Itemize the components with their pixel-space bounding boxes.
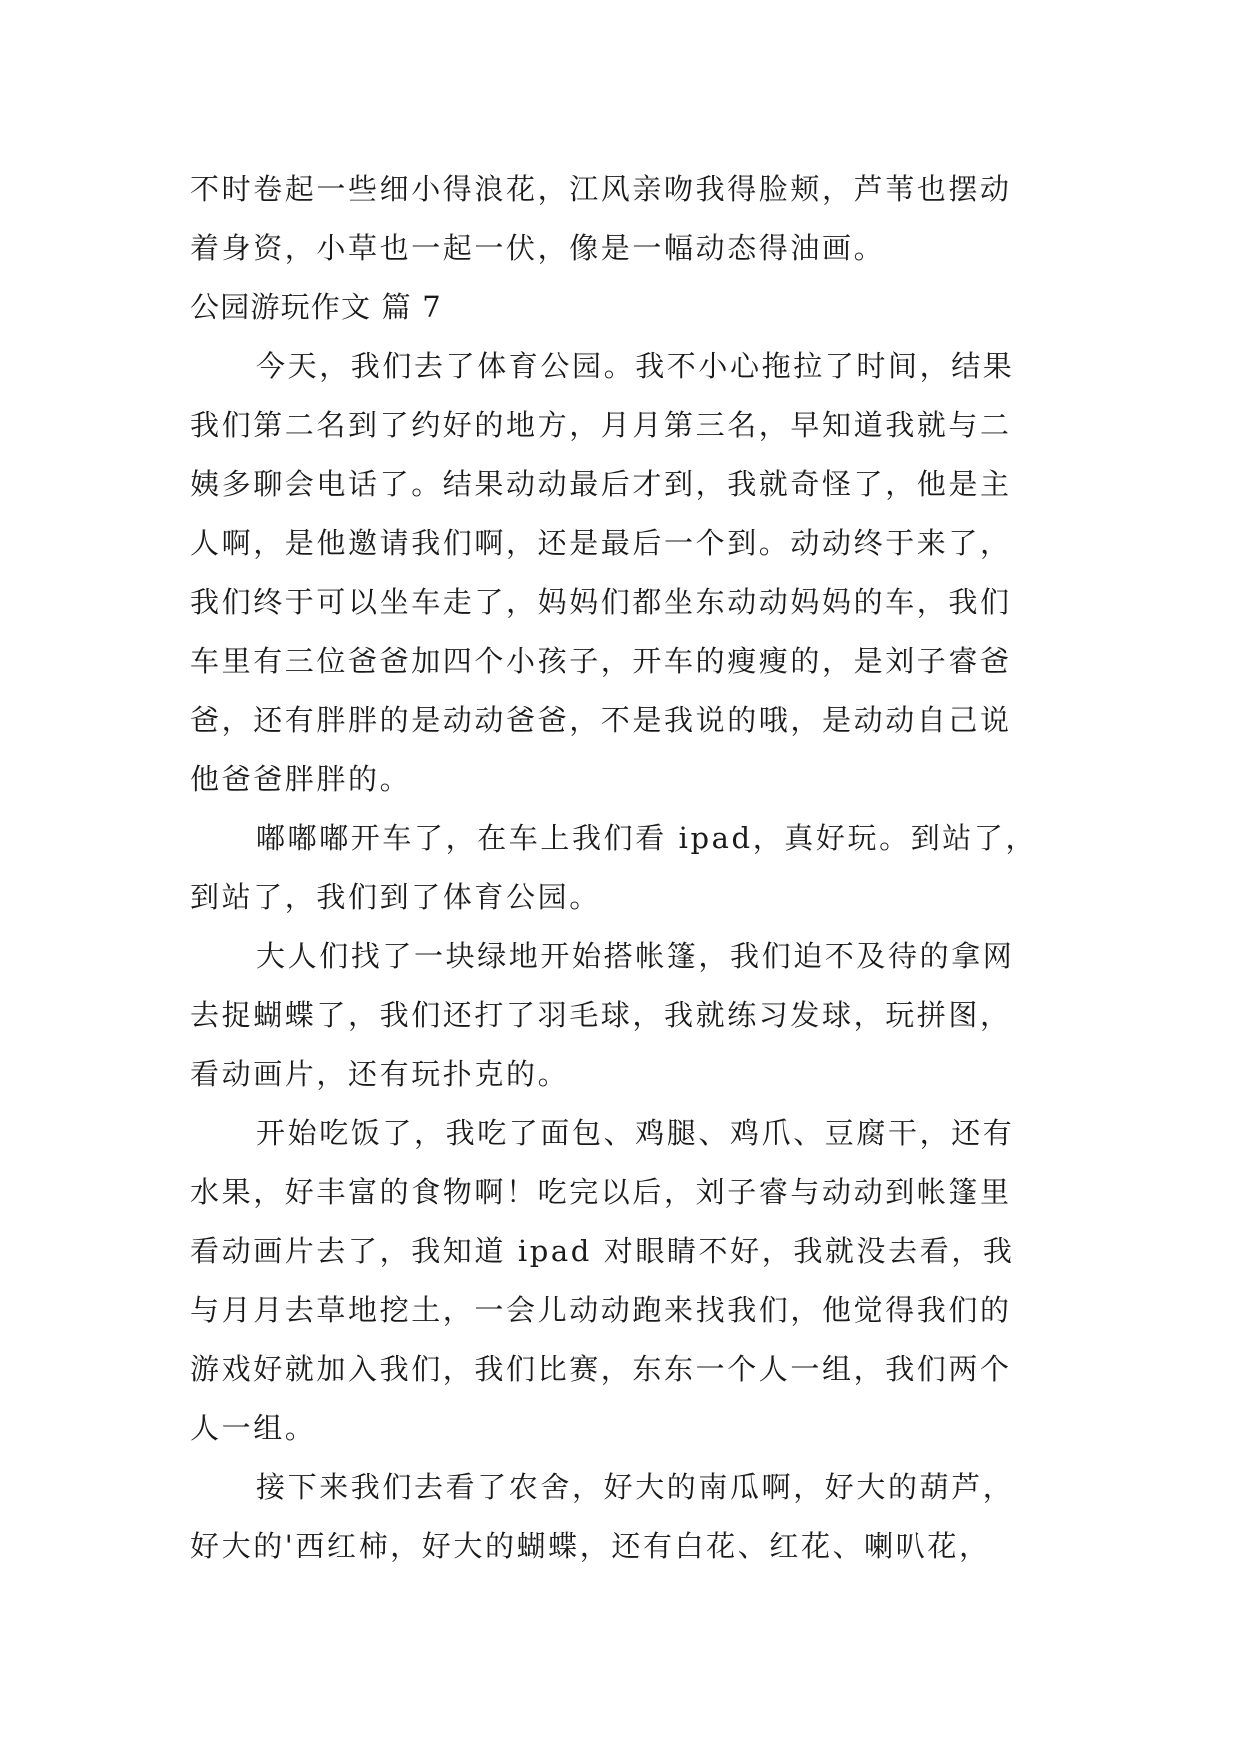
text-line: 到站了，我们到了体育公园。	[190, 880, 601, 914]
text-line: 人啊，是他邀请我们啊，还是最后一个到。动动终于来了，	[190, 526, 1012, 560]
paragraph-first-line: 接下来我们去看了农舍，好大的南瓜啊，好大的葫芦，	[256, 1470, 1015, 1504]
text-line: 我们第二名到了约好的地方，月月第三名，早知道我就与二	[190, 408, 1012, 442]
text-line: 车里有三位爸爸加四个小孩子，开车的瘦瘦的，是刘子睿爸	[190, 644, 1012, 678]
paragraph-first-line: 今天，我们去了体育公园。我不小心拖拉了时间，结果	[256, 349, 1015, 383]
paragraph-first-line: 大人们找了一块绿地开始搭帐篷，我们迫不及待的拿网	[256, 939, 1015, 973]
text-line: 好大的'西红柿，好大的蝴蝶，还有白花、红花、喇叭花，	[190, 1529, 991, 1563]
text-line: 爸，还有胖胖的是动动爸爸，不是我说的哦，是动动自己说	[190, 703, 1012, 737]
text-line: 去捉蝴蝶了，我们还打了羽毛球，我就练习发球，玩拼图，	[190, 998, 1012, 1032]
section-heading: 公园游玩作文 篇 7	[190, 290, 442, 324]
text-line: 游戏好就加入我们，我们比赛，东东一个人一组，我们两个	[190, 1352, 1012, 1386]
text-line: 着身资，小草也一起一伏，像是一幅动态得油画。	[190, 231, 886, 265]
paragraph-first-line: 嘟嘟嘟开车了，在车上我们看 ipad，真好玩。到站了，	[256, 821, 1038, 855]
text-line: 他爸爸胖胖的。	[190, 762, 412, 796]
text-line: 我们终于可以坐车走了，妈妈们都坐东动动妈妈的车，我们	[190, 585, 1012, 619]
essay-body	[190, 160, 1060, 1576]
text-line: 姨多聊会电话了。结果动动最后才到，我就奇怪了，他是主	[190, 467, 1012, 501]
paragraph-first-line: 开始吃饭了，我吃了面包、鸡腿、鸡爪、豆腐干，还有	[256, 1116, 1015, 1150]
text-line: 与月月去草地挖土，一会儿动动跑来找我们，他觉得我们的	[190, 1293, 1012, 1327]
text-line: 水果，好丰富的食物啊！吃完以后，刘子睿与动动到帐篷里	[190, 1175, 1012, 1209]
text-line: 看动画片，还有玩扑克的。	[190, 1057, 570, 1091]
text-line: 不时卷起一些细小得浪花，江风亲吻我得脸颊，芦苇也摆动	[190, 172, 1012, 206]
text-line: 看动画片去了，我知道 ipad 对眼睛不好，我就没去看，我	[190, 1234, 1015, 1268]
text-line: 人一组。	[190, 1411, 317, 1445]
